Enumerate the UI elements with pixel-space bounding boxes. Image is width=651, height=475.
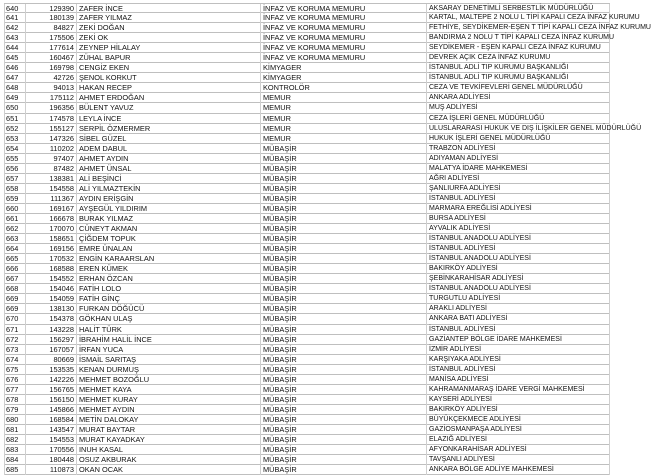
job-title-cell: MÜBAŞİR xyxy=(261,365,427,375)
table-row xyxy=(4,234,610,244)
assigned-unit-cell: AKSARAY DENETİMLİ SERBESTLİK MÜDÜRLÜĞÜ xyxy=(427,4,610,14)
row-number-cell: 668 xyxy=(4,284,26,294)
assigned-unit-cell: GAZİOSMANPAŞA ADLİYESİ xyxy=(427,425,610,435)
row-number-cell: 655 xyxy=(4,154,26,164)
assigned-unit-cell: DEVREK AÇIK CEZA İNFAZ KURUMU xyxy=(427,53,610,63)
table-row xyxy=(4,33,615,43)
table-row xyxy=(4,83,610,93)
row-number-cell: 648 xyxy=(4,83,26,93)
full-name-cell: ŞENOL KORKUT xyxy=(77,73,261,83)
job-title-cell: MÜBAŞİR xyxy=(261,415,427,425)
table-row xyxy=(4,445,610,455)
job-title-cell: İNFAZ VE KORUMA MEMURU xyxy=(261,4,427,14)
assigned-unit-cell: GAZİANTEP BÖLGE İDARE MAHKEMESİ xyxy=(427,335,610,345)
registry-number-cell: 158651 xyxy=(26,234,77,244)
assigned-unit-cell: ANKARA BATI ADLİYESİ xyxy=(427,314,610,324)
registry-number-cell: 174578 xyxy=(26,114,77,124)
job-title-cell: MÜBAŞİR xyxy=(261,144,427,154)
assigned-unit-cell: İZMİR ADLİYESİ xyxy=(427,345,610,355)
row-number-cell: 647 xyxy=(4,73,26,83)
row-number-cell: 645 xyxy=(4,53,26,63)
registry-number-cell: 169798 xyxy=(26,63,77,73)
full-name-cell: AHMET AYDIN xyxy=(77,154,261,164)
job-title-cell: MÜBAŞİR xyxy=(261,254,427,264)
registry-number-cell: 196356 xyxy=(26,103,77,113)
job-title-cell: MÜBAŞİR xyxy=(261,455,427,465)
registry-number-cell: 145866 xyxy=(26,405,77,415)
job-title-cell: MEMUR xyxy=(261,103,427,113)
row-number-cell: 672 xyxy=(4,335,26,345)
table-row xyxy=(4,365,610,375)
row-number-cell: 671 xyxy=(4,325,26,335)
registry-number-cell: 138381 xyxy=(26,174,77,184)
table-row xyxy=(4,93,610,103)
table-row xyxy=(4,214,610,224)
row-number-cell: 657 xyxy=(4,174,26,184)
assigned-unit-cell: MALATYA İDARE MAHKEMESİ xyxy=(427,164,610,174)
assigned-unit-cell: ŞEBİNKARAHİSAR ADLİYESİ xyxy=(427,274,610,284)
full-name-cell: ALİ BEŞİNCİ xyxy=(77,174,261,184)
row-number-cell: 643 xyxy=(4,33,26,43)
registry-number-cell: 42726 xyxy=(26,73,77,83)
row-number-cell: 669 xyxy=(4,304,26,314)
full-name-cell: KENAN DURMUŞ xyxy=(77,365,261,375)
table-row xyxy=(4,254,610,264)
row-number-cell: 656 xyxy=(4,164,26,174)
registry-number-cell: 111367 xyxy=(26,194,77,204)
full-name-cell: AYŞEGÜL YILDIRIM xyxy=(77,204,261,214)
assigned-unit-cell: ANKARA ADLİYESİ xyxy=(427,93,610,103)
job-title-cell: MÜBAŞİR xyxy=(261,345,427,355)
job-title-cell: KİMYAGER xyxy=(261,73,427,83)
full-name-cell: CENGİZ EKEN xyxy=(77,63,261,73)
row-number-cell: 660 xyxy=(4,204,26,214)
job-title-cell: MÜBAŞİR xyxy=(261,435,427,445)
table-row xyxy=(4,123,642,134)
registry-number-cell: 175506 xyxy=(26,33,77,43)
full-name-cell: FATİH LOLO xyxy=(77,284,261,294)
full-name-cell: EMRE ÜNALAN xyxy=(77,244,261,254)
table-row xyxy=(4,264,610,274)
row-number-cell: 681 xyxy=(4,425,26,435)
assigned-unit-cell: İSTANBUL ADLİ TIP KURUMU BAŞKANLIĞI xyxy=(427,73,610,83)
table-row xyxy=(4,63,610,73)
row-number-cell: 663 xyxy=(4,234,26,244)
personnel-table xyxy=(4,3,651,475)
row-number-cell: 670 xyxy=(4,314,26,324)
assigned-unit-cell: KARŞIYAKA ADLİYESİ xyxy=(427,355,610,365)
row-number-cell: 683 xyxy=(4,445,26,455)
table-row xyxy=(4,23,651,33)
full-name-cell: MURAT KAYADKAY xyxy=(77,435,261,445)
row-number-cell: 640 xyxy=(4,4,26,14)
assigned-unit-cell: ARAKLI ADLİYESİ xyxy=(427,304,610,314)
job-title-cell: MÜBAŞİR xyxy=(261,375,427,385)
full-name-cell: EREN KÜMEK xyxy=(77,264,261,274)
table-row xyxy=(4,314,610,324)
table-row xyxy=(4,204,610,214)
job-title-cell: İNFAZ VE KORUMA MEMURU xyxy=(261,53,427,63)
job-title-cell: MÜBAŞİR xyxy=(261,214,427,224)
row-number-cell: 677 xyxy=(4,385,26,395)
registry-number-cell: 168588 xyxy=(26,264,77,274)
job-title-cell: KİMYAGER xyxy=(261,63,427,73)
assigned-unit-cell: TRABZON ADLİYESİ xyxy=(427,144,610,154)
assigned-unit-cell: İSTANBUL ANADOLU ADLİYESİ xyxy=(427,284,610,294)
registry-number-cell: 154046 xyxy=(26,284,77,294)
job-title-cell: MÜBAŞİR xyxy=(261,385,427,395)
job-title-cell: MÜBAŞİR xyxy=(261,425,427,435)
registry-number-cell: 80669 xyxy=(26,355,77,365)
full-name-cell: MEHMET KAYA xyxy=(77,385,261,395)
row-number-cell: 669 xyxy=(4,294,26,304)
job-title-cell: MEMUR xyxy=(261,93,427,103)
job-title-cell: MÜBAŞİR xyxy=(261,335,427,345)
row-number-cell: 678 xyxy=(4,395,26,405)
registry-number-cell: 84827 xyxy=(26,23,77,33)
full-name-cell: BURAK YILMAZ xyxy=(77,214,261,224)
registry-number-cell: 166678 xyxy=(26,214,77,224)
full-name-cell: CÜNEYT AKMAN xyxy=(77,224,261,234)
job-title-cell: İNFAZ VE KORUMA MEMURU xyxy=(261,23,427,33)
table-row xyxy=(4,385,610,395)
registry-number-cell: 94013 xyxy=(26,83,77,93)
assigned-unit-cell: BAKIRKÖY ADLİYESİ xyxy=(427,405,610,415)
registry-number-cell: 156765 xyxy=(26,385,77,395)
row-number-cell: 649 xyxy=(4,93,26,103)
row-number-cell: 664 xyxy=(4,244,26,254)
assigned-unit-cell: SEYDİKEMER - EŞEN KAPALI CEZA İNFAZ KURUMU xyxy=(427,43,610,53)
row-number-cell: 680 xyxy=(4,415,26,425)
registry-number-cell: 153535 xyxy=(26,365,77,375)
table-row xyxy=(4,244,610,254)
full-name-cell: HAKAN RECEP xyxy=(77,83,261,93)
registry-number-cell: 143228 xyxy=(26,325,77,335)
full-name-cell: ALİ YILMAZTEKİN xyxy=(77,184,261,194)
full-name-cell: SERPİL ÖZMERMER xyxy=(77,124,261,134)
table-row xyxy=(4,73,610,83)
table-row xyxy=(4,294,610,304)
full-name-cell: OKAN OCAK xyxy=(77,465,261,475)
table-row xyxy=(4,375,610,385)
table-row xyxy=(4,415,610,425)
assigned-unit-cell: FETHİYE, SEYDİKEMER-EŞEN T TİPİ KAPALI CEZA İNFAZ KURUMU xyxy=(427,23,610,33)
table-row xyxy=(4,224,610,234)
assigned-unit-cell: ADIYAMAN ADLİYESİ xyxy=(427,154,610,164)
job-title-cell: MÜBAŞİR xyxy=(261,184,427,194)
row-number-cell: 659 xyxy=(4,194,26,204)
registry-number-cell: 155127 xyxy=(26,124,77,134)
job-title-cell: KONTROLÖR xyxy=(261,83,427,93)
registry-number-cell: 160467 xyxy=(26,53,77,63)
registry-number-cell: 147326 xyxy=(26,134,77,144)
full-name-cell: AHMET ÜNSAL xyxy=(77,164,261,174)
full-name-cell: ENGİN KARAARSLAN xyxy=(77,254,261,264)
table-row xyxy=(4,103,610,113)
assigned-unit-cell: İSTANBUL ADLİYESİ xyxy=(427,365,610,375)
registry-number-cell: 154553 xyxy=(26,435,77,445)
full-name-cell: OSUZ AKBURAK xyxy=(77,455,261,465)
full-name-cell: BÜLENT YAVUZ xyxy=(77,103,261,113)
assigned-unit-cell: MARMARA EREĞLİSİ ADLİYESİ xyxy=(427,204,610,214)
table-row xyxy=(4,284,610,294)
job-title-cell: MÜBAŞİR xyxy=(261,325,427,335)
full-name-cell: ZAFER İNCE xyxy=(77,4,261,14)
assigned-unit-cell: İSTANBUL ADLİ TIP KURUMU BAŞKANLIĞI xyxy=(427,63,610,73)
full-name-cell: ZÜHAL BAPUR xyxy=(77,53,261,63)
full-name-cell: MEHMET BOZOĞLU xyxy=(77,375,261,385)
job-title-cell: MÜBAŞİR xyxy=(261,465,427,475)
job-title-cell: MÜBAŞİR xyxy=(261,304,427,314)
row-number-cell: 673 xyxy=(4,345,26,355)
registry-number-cell: 156150 xyxy=(26,395,77,405)
registry-number-cell: 154378 xyxy=(26,314,77,324)
table-row xyxy=(4,325,610,335)
row-number-cell: 653 xyxy=(4,134,26,144)
full-name-cell: MEHMET KURAY xyxy=(77,395,261,405)
assigned-unit-cell: AYVALIK ADLİYESİ xyxy=(427,224,610,234)
row-number-cell: 685 xyxy=(4,465,26,475)
table-row xyxy=(4,134,610,144)
row-number-cell: 665 xyxy=(4,254,26,264)
job-title-cell: İNFAZ VE KORUMA MEMURU xyxy=(261,43,427,53)
job-title-cell: MÜBAŞİR xyxy=(261,264,427,274)
row-number-cell: 675 xyxy=(4,365,26,375)
registry-number-cell: 87482 xyxy=(26,164,77,174)
table-row xyxy=(4,114,610,124)
table-row xyxy=(4,335,610,345)
row-number-cell: 661 xyxy=(4,214,26,224)
registry-number-cell: 97407 xyxy=(26,154,77,164)
job-title-cell: İNFAZ VE KORUMA MEMURU xyxy=(261,13,427,23)
full-name-cell: GÖKHAN ULAŞ xyxy=(77,314,261,324)
job-title-cell: MÜBAŞİR xyxy=(261,174,427,184)
table-row xyxy=(4,274,610,284)
full-name-cell: MEHMET AYDIN xyxy=(77,405,261,415)
full-name-cell: ÇİĞDEM TOPUK xyxy=(77,234,261,244)
table-row xyxy=(4,13,640,23)
full-name-cell: İSMAİL SARITAŞ xyxy=(77,355,261,365)
table-row xyxy=(4,194,610,204)
job-title-cell: MÜBAŞİR xyxy=(261,314,427,324)
table-row xyxy=(4,154,610,164)
assigned-unit-cell: İSTANBUL ADLİYESİ xyxy=(427,194,610,204)
full-name-cell: METİN DALOKAY xyxy=(77,415,261,425)
full-name-cell: MURAT BAYTAR xyxy=(77,425,261,435)
registry-number-cell: 169156 xyxy=(26,244,77,254)
row-number-cell: 652 xyxy=(4,124,26,134)
table-row xyxy=(4,144,610,154)
row-number-cell: 684 xyxy=(4,455,26,465)
registry-number-cell: 170556 xyxy=(26,445,77,455)
job-title-cell: MÜBAŞİR xyxy=(261,355,427,365)
assigned-unit-cell: BANDIRMA 2 NOLU T TİPİ KAPALI CEZA İNFAZ KURUMU xyxy=(427,33,610,43)
full-name-cell: LEYLA İNCE xyxy=(77,114,261,124)
row-number-cell: 674 xyxy=(4,355,26,365)
row-number-cell: 641 xyxy=(4,13,26,23)
row-number-cell: 666 xyxy=(4,264,26,274)
row-number-cell: 650 xyxy=(4,103,26,113)
full-name-cell: ERHAN ÖZCAN xyxy=(77,274,261,284)
job-title-cell: MEMUR xyxy=(261,124,427,134)
row-number-cell: 679 xyxy=(4,405,26,415)
registry-number-cell: 175112 xyxy=(26,93,77,103)
table-row xyxy=(4,174,610,184)
table-row xyxy=(4,355,610,365)
job-title-cell: MÜBAŞİR xyxy=(261,204,427,214)
job-title-cell: MÜBAŞİR xyxy=(261,274,427,284)
assigned-unit-cell: MUŞ ADLİYESİ xyxy=(427,103,610,113)
table-row xyxy=(4,3,610,13)
assigned-unit-cell: BAKIRKÖY ADLİYESİ xyxy=(427,264,610,274)
assigned-unit-cell: İSTANBUL ANADOLU ADLİYESİ xyxy=(427,234,610,244)
job-title-cell: MÜBAŞİR xyxy=(261,154,427,164)
assigned-unit-cell: BURSA ADLİYESİ xyxy=(427,214,610,224)
job-title-cell: MÜBAŞİR xyxy=(261,294,427,304)
assigned-unit-cell: ULUSLARARASI HUKUK VE DIŞ İLİŞKİLER GENEL MÜDÜRLÜĞÜ xyxy=(427,124,610,134)
job-title-cell: MÜBAŞİR xyxy=(261,405,427,415)
full-name-cell: SİBEL GÜZEL xyxy=(77,134,261,144)
registry-number-cell: 167057 xyxy=(26,345,77,355)
registry-number-cell: 169167 xyxy=(26,204,77,214)
job-title-cell: MÜBAŞİR xyxy=(261,224,427,234)
full-name-cell: ZEYNEP HİLALAY xyxy=(77,43,261,53)
job-title-cell: MEMUR xyxy=(261,134,427,144)
registry-number-cell: 138130 xyxy=(26,304,77,314)
assigned-unit-cell: MANİSA ADLİYESİ xyxy=(427,375,610,385)
row-number-cell: 644 xyxy=(4,43,26,53)
registry-number-cell: 129390 xyxy=(26,4,77,14)
job-title-cell: MÜBAŞİR xyxy=(261,164,427,174)
table-row xyxy=(4,395,610,405)
row-number-cell: 646 xyxy=(4,63,26,73)
row-number-cell: 682 xyxy=(4,435,26,445)
registry-number-cell: 110202 xyxy=(26,144,77,154)
full-name-cell: FURKAN DÖĞÜCÜ xyxy=(77,304,261,314)
registry-number-cell: 170070 xyxy=(26,224,77,234)
job-title-cell: İNFAZ VE KORUMA MEMURU xyxy=(261,33,427,43)
assigned-unit-cell: İSTANBUL ANADOLU ADLİYESİ xyxy=(427,254,610,264)
table-row xyxy=(4,405,610,415)
full-name-cell: AYDIN ERİŞGİN xyxy=(77,194,261,204)
full-name-cell: INUH KASAL xyxy=(77,445,261,455)
assigned-unit-cell: AFYONKARAHİSAR ADLİYESİ xyxy=(427,445,610,455)
registry-number-cell: 168584 xyxy=(26,415,77,425)
table-row xyxy=(4,304,610,314)
job-title-cell: MÜBAŞİR xyxy=(261,445,427,455)
assigned-unit-cell: AĞRI ADLİYESİ xyxy=(427,174,610,184)
full-name-cell: AHMET ERDOĞAN xyxy=(77,93,261,103)
row-number-cell: 667 xyxy=(4,274,26,284)
table-row xyxy=(4,345,610,355)
assigned-unit-cell: ELAZIĞ ADLİYESİ xyxy=(427,435,610,445)
assigned-unit-cell: TAVŞANLI ADLİYESİ xyxy=(427,455,610,465)
row-number-cell: 651 xyxy=(4,114,26,124)
assigned-unit-cell: HUKUK İŞLERİ GENEL MÜDÜRLÜĞÜ xyxy=(427,134,610,144)
registry-number-cell: 154552 xyxy=(26,274,77,284)
registry-number-cell: 143547 xyxy=(26,425,77,435)
full-name-cell: ZEKİ DOĞAN xyxy=(77,23,261,33)
assigned-unit-cell: İSTANBUL ADLİYESİ xyxy=(427,325,610,335)
full-name-cell: HALİT TÜRK xyxy=(77,325,261,335)
job-title-cell: MÜBAŞİR xyxy=(261,234,427,244)
registry-number-cell: 177614 xyxy=(26,43,77,53)
job-title-cell: MÜBAŞİR xyxy=(261,194,427,204)
full-name-cell: İBRAHİM HALİL İNCE xyxy=(77,335,261,345)
registry-number-cell: 156297 xyxy=(26,335,77,345)
table-row xyxy=(4,43,610,53)
assigned-unit-cell: KAHRAMANMARAŞ İDARE VERGİ MAHKEMESİ xyxy=(427,385,610,395)
row-number-cell: 654 xyxy=(4,144,26,154)
table-row xyxy=(4,465,610,475)
table-row xyxy=(4,435,610,445)
table-row xyxy=(4,425,610,435)
registry-number-cell: 154059 xyxy=(26,294,77,304)
registry-number-cell: 170532 xyxy=(26,254,77,264)
registry-number-cell: 110873 xyxy=(26,465,77,475)
full-name-cell: ZAFER YILMAZ xyxy=(77,13,261,23)
assigned-unit-cell: İSTANBUL ADLİYESİ xyxy=(427,244,610,254)
job-title-cell: MÜBAŞİR xyxy=(261,395,427,405)
job-title-cell: MÜBAŞİR xyxy=(261,284,427,294)
assigned-unit-cell: ŞANLIURFA ADLİYESİ xyxy=(427,184,610,194)
table-row xyxy=(4,455,610,465)
table-row xyxy=(4,53,610,63)
row-number-cell: 676 xyxy=(4,375,26,385)
assigned-unit-cell: KARTAL, MALTEPE 2 NOLU L TİPİ KAPALI CEZA İNFAZ KURUMU xyxy=(427,13,610,23)
table-row xyxy=(4,184,610,194)
job-title-cell: MÜBAŞİR xyxy=(261,244,427,254)
full-name-cell: İRFAN YUCA xyxy=(77,345,261,355)
full-name-cell: FATİH GİNÇ xyxy=(77,294,261,304)
row-number-cell: 658 xyxy=(4,184,26,194)
table-row xyxy=(4,164,610,174)
assigned-unit-cell: ANKARA BÖLGE ADLİYE MAHKEMESİ xyxy=(427,465,610,475)
full-name-cell: ZEKİ OK xyxy=(77,33,261,43)
assigned-unit-cell: TURGUTLU ADLİYESİ xyxy=(427,294,610,304)
registry-number-cell: 180139 xyxy=(26,13,77,23)
registry-number-cell: 180448 xyxy=(26,455,77,465)
full-name-cell: ADEM DABUL xyxy=(77,144,261,154)
assigned-unit-cell: BÜYÜKÇEKMECE ADLİYESİ xyxy=(427,415,610,425)
row-number-cell: 662 xyxy=(4,224,26,234)
registry-number-cell: 154558 xyxy=(26,184,77,194)
assigned-unit-cell: KAYSERİ ADLİYESİ xyxy=(427,395,610,405)
row-number-cell: 642 xyxy=(4,23,26,33)
registry-number-cell: 142226 xyxy=(26,375,77,385)
assigned-unit-cell: CEZA VE TEVKİFEVLERİ GENEL MÜDÜRLÜĞÜ xyxy=(427,83,610,93)
job-title-cell: MEMUR xyxy=(261,114,427,124)
assigned-unit-cell: CEZA İŞLERİ GENEL MÜDÜRLÜĞÜ xyxy=(427,114,610,124)
